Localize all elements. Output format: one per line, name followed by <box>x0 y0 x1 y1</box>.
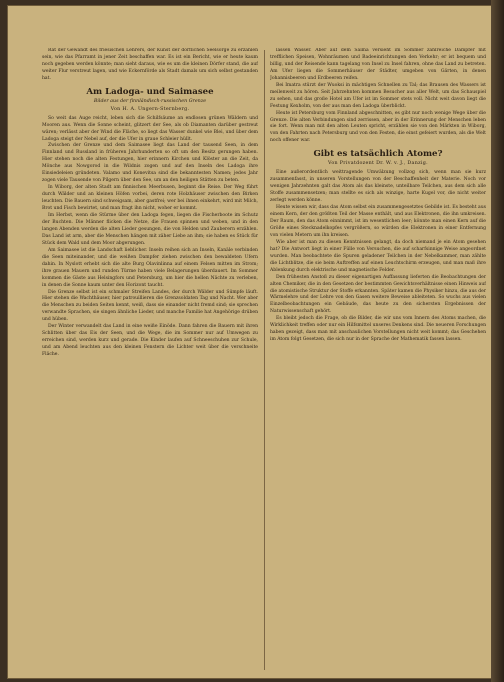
continued-paragraph: Bei Imatra stürzt der Wuoksi in mächtigen Schnellen zu Tal; das Brausen des Wassers ist meilenweit zu hören. Seit Jahrzehnten kommen Besucher aus aller Welt, um das Schauspiel zu sehen, und das große Hotel am Ufer ist im Sommer stets voll. Nicht weit davon liegt die Festung Kexholm, von der aus man den Ladoga überblickt. <box>270 82 486 109</box>
article-paragraph: Der Winter verwandelt das Land in eine weiße Einöde. Dann fahren die Bauern mit ihren Schlitten über das Eis der Seen, und die Wege, die im Sommer nur auf Umwegen zu erreichen sind, werden kurz und gerade. Die Kinder laufen auf Schneeschuhen zur Schule, und am Abend leuchten aus den kleinen Fenstern die Lichter weit über die verschneite Fläche. <box>42 324 258 358</box>
newspaper-page <box>8 6 491 678</box>
article-paragraph: Die Grenze selbst ist ein schmaler Streifen Landes, der durch Wälder und Sümpfe läuft. Hier stehen die Wachthäuser, hier patrouillieren die Grenzsoldaten Tag und Nacht. Wer aber die Menschen zu beiden Seiten kennt, weiß, dass sie einander nicht fremd sind; sie sprechen verwandte Sprachen, sie singen ähnliche Lieder, und manche Familie hat Angehörige drüben und hüben. <box>42 289 258 323</box>
column-divider <box>264 50 265 670</box>
right-column <box>270 48 486 674</box>
left-column <box>42 48 258 674</box>
article-paragraph: Zwischen der Grenze und dem Saimasee liegt das Land der tausend Seen, in dem Finnland und Russland in früheren Jahrhunderten so oft um den Besitz gerungen haben. Hier stehen noch die alten Festungen, hier erinnern Kirchen und Klöster an die Zeit, da Mönche aus Nowgorod in die Wildnis zogen und auf den Inseln des Ladoga ihre Einsiedeleien gründeten. Valamo und Konevitsa sind die bekanntesten Namen; jedes Jahr zogen viele Tausende von Pilgern über den See, um an den heiligen Stätten zu beten. <box>42 143 258 184</box>
article-paragraph: In Wiborg, der alten Stadt am finnischen Meerbusen, beginnt die Reise. Der Weg führt durch Wälder und an kleinen Höfen vorbei, deren rote Holzhäuser zwischen den Birken leuchten. Die Bauern sind schweigsam, aber gastfrei; wer bei ihnen einkehrt, wird mit Milch, Brot und Fisch bewirtet, und man fragt ihn nicht, woher er kommt. <box>42 185 258 212</box>
continued-paragraph: lassen Wasser. Aber auf dem Saima versieht im Sommer zahlreiche Dampfer mit trefflichen Speisen, Wohnräumen und Badeeinrichtungen den Verkehr; er ist bequem und billig, und der Reisende kann tagelang von Insel zu Insel fahren, ohne das Land zu betreten. Am Ufer liegen die Sommerhäuser der Städter, umgeben von Gärten, in denen Johannisbeeren und Erdbeeren reifen. <box>270 48 486 81</box>
article-paragraph: Den frühesten Anstoß zu dieser eigenartigen Auffassung lieferten die Beobachtungen der alten Chemiker, die in den Gesetzen der bestimmten Gewichtsverhältnisse einen Hinweis auf die atomistische Struktur der Stoffe erkannten. Später kamen die Physiker hinzu, die aus der Wärmelehre und der Lehre von den Gasen weitere Beweise ableiteten. So wuchs aus vielen Einzelbeobachtungen ein Gebäude, das heute zu den sichersten Ergebnissen der Naturwissenschaft gehört. <box>270 274 486 315</box>
article-paragraph: Heute wissen wir, dass das Atom selbst ein zusammengesetztes Gebilde ist. Es besteht aus einem Kern, der den größten Teil der Masse enthält, und aus Elektronen, die ihn umkreisen. Der Raum, den das Atom einnimmt, ist im wesentlichen leer; könnte man einen Kern auf die Größe eines Stecknadelkopfes vergrößern, so würden die Elektronen in einer Entfernung von vielen Metern um ihn kreisen. <box>270 205 486 238</box>
article-paragraph: Am Saimasee ist die Landschaft lieblicher. Inseln reihen sich an Inseln, Kanäle verbinden die Seen miteinander, und die weißen Dampfer ziehen zwischen den bewaldeten Ufern dahin. In Nyslott erhebt sich die alte Burg Olavinlinna auf einem Felsen mitten im Strom; ihre grauen Mauern und runden Türme haben viele Belagerungen überdauert. Im Sommer kommen die Gäste aus Helsingfors und Petersburg, um hier die hellen Nächte zu verleben, in denen die Sonne kaum unter den Horizont taucht. <box>42 247 258 288</box>
continued-paragraph: Heute ist Petersburg vom Finnland abgeschnitten, es gibt nur noch wenige Wege über die Grenze. Die alten Verbindungen sind zerrissen, aber in der Erinnerung der Menschen leben sie fort. Wenn man mit den alten Leuten spricht, erzählen sie von den Märkten in Wiborg, von den Fahrten nach Petersburg und von den Festen, die einst gefeiert wurden, als die Welt noch offener war. <box>270 110 486 144</box>
article-paragraph: Eine außerordentlich weittragende Umwälzung vollzog sich, wenn man sie kurz zusammenfasst, in unseren Vorstellungen von der Beschaffenheit der Materie. Noch vor wenigen Jahrzehnten galt das Atom als das kleinste, unteilbare Teilchen, aus dem sich alle Stoffe zusammensetzen; man stellte es sich als winzige, harte Kugel vor, die nicht weiter zerlegt werden könne. <box>270 170 486 204</box>
article-byline: Von H. A. Ungern-Sternberg. <box>110 106 190 112</box>
article-paragraph: Wie aber ist man zu diesen Kenntnissen gelangt, da doch niemand je ein Atom gesehen hat? Die Antwort liegt in einer Fülle von Versuchen, die auf scharfsinnige Weise angeordnet wurden. Man beobachtete die Spuren geladener Teilchen in der Nebelkammer, man zählte die Lichtblitze, die sie beim Auftreffen auf einen Leuchtschirm erzeugen, und man maß ihre Ablenkung durch elektrische und magnetische Felder. <box>270 239 486 273</box>
article-subtitle: Bilder aus der finnländisch-russischen Grenze <box>93 98 207 104</box>
article-paragraph: So weit das Auge reicht, leben sich die Schilfsäume an endlosen grünen Wäldern und Mooren aus. Wenn die Sonne scheint, glitzert der See, als ob Diamanten darüber gestreut wären; verlässt aber der Wind die Fläche, so liegt das Wasser dunkel wie Blei, und über dem Ladoga steigt der Nebel auf, der die Ufer in graue Schleier hüllt. <box>42 115 258 142</box>
article-title: Gibt es tatsächlich Atome? <box>313 149 443 160</box>
intro-paragraph: Rat der Gewandt des friesischen Lehrers, der Kunst der dörflichen Seelsorge zu erzählen sein, wie das Pfarramt in jener Zeit beschaffen war. Es ist ein Bericht, wie er heute kaum noch gegeben werden könnte; man sieht daraus, wie es um die kleinen Dörfer stand, die auf weiter Flur verstreut lagen, und wie Eckernförde als Stadt damals um sich selbst gestanden hat. <box>42 48 258 81</box>
article-byline: Von Privatdozent Dr. W. v. J., Danzig. <box>328 161 428 167</box>
article-title: Am Ladoga- und Saimasee <box>86 86 214 97</box>
article-paragraph: Im Herbst, wenn die Stürme über den Ladoga fegen, liegen die Fischerboote im Schutz der Buchten. Die Männer flicken die Netze, die Frauen spinnen und weben, und in den langen Abenden werden die alten Lieder gesungen, die von Helden und Zauberern erzählen. Das Land ist arm, aber die Menschen hängen mit zäher Liebe an ihm; sie haben es Stück für Stück dem Wald und dem Moor abgerungen. <box>42 213 258 246</box>
page-edge <box>491 0 504 682</box>
article-paragraph: Es bleibt jedoch die Frage, ob die Bilder, die wir uns vom Innern des Atoms machen, die Wirklichkeit treffen oder nur ein Hilfsmittel unseres Denkens sind. Die neueren Forschungen haben gezeigt, dass man mit anschaulichen Vorstellungen nicht weit kommt; das Geschehen im Atom folgt Gesetzen, die sich nur in der Sprache der Mathematik fassen lassen. <box>270 316 486 343</box>
